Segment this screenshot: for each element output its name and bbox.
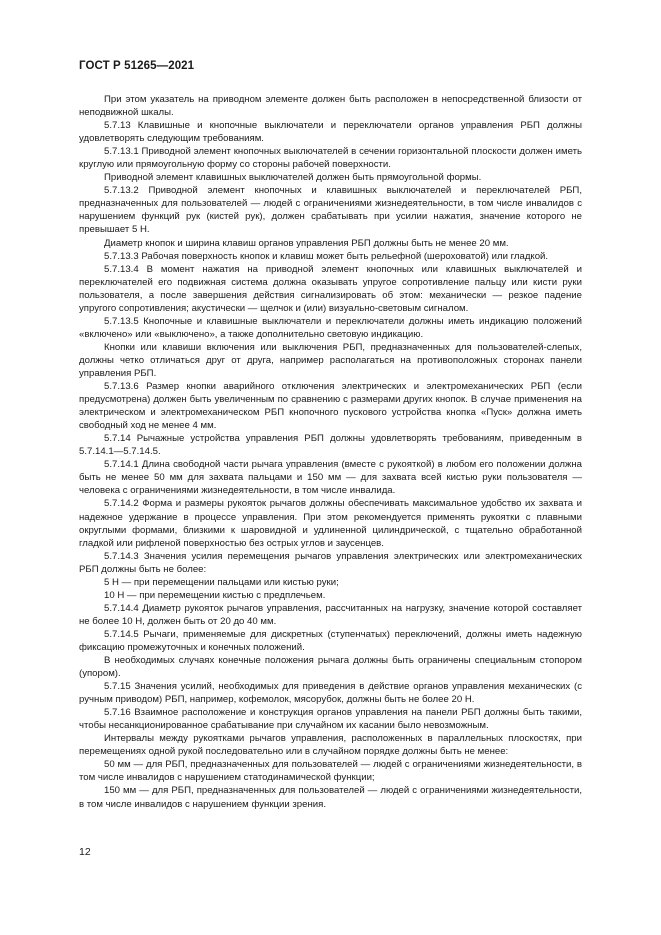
paragraph: 5.7.13.5 Кнопочные и клавишные выключатели и переключатели должны иметь индикацию положений «включено» или «выключено», а также дополнительно световую индикацию. [79, 315, 582, 340]
paragraph: Кнопки или клавиши включения или выключения РБП, предназначенных для пользователей-слепых, должны четко отличаться друг от друга, например располагаться на противоположных сторонах панели управления РБП. [79, 341, 582, 379]
paragraph: 5.7.16 Взаимное расположение и конструкция органов управления на панели РБП должны быть такими, чтобы несанкционированное срабатывание при случайном их касании было невозможным. [79, 707, 582, 732]
paragraph: 5.7.13.2 Приводной элемент кнопочных и клавишных выключателей и переключателей РБП, предназначенных для пользователей — людей с ограничениями жизнедеятельности, в том числе инвалидов с нарушением функций рук (кистей рук), должен срабатывать при усилии нажатия, значение которого не превышает 5 Н. [79, 185, 582, 236]
paragraph: 5.7.13 Клавишные и кнопочные выключатели и переключатели органов управления РБП должны удовлетворять следующим требованиям. [79, 120, 582, 145]
paragraph: 5.7.13.3 Рабочая поверхность кнопок и клавиш может быть рельефной (шероховатой) или гладкой. [104, 250, 549, 262]
paragraph: 5.7.14.2 Форма и размеры рукояток рычагов должны обеспечивать максимальное удобство их захвата и надежное удержание в процессе управления. При этом рекомендуется применять рукоятки с плавными округлыми формами, близкими к шаровидной и удлиненной цилиндрической, с тщательно обработанной гладкой или рифленой поверхностью без острых углов и заусенцев. [79, 498, 582, 549]
paragraph: 5.7.14.1 Длина свободной части рычага управления (вместе с рукояткой) в любом его положении должна быть не менее 50 мм для захвата пальцами и 150 мм — для захвата всей кистью руки пользователя — человека с ограничениями жизнедеятельности, в том числе инвалида. [79, 459, 582, 497]
paragraph: 5.7.15 Значения усилий, необходимых для приведения в действие органов управления механических (с ручным приводом) РБП, например, кофемолок, мясорубок, должны быть не более 20 Н. [79, 681, 582, 706]
paragraph: 5.7.14 Рычажные устройства управления РБП должны удовлетворять требованиям, приведенным в 5.7.14.1—5.7.14.5. [79, 433, 582, 458]
paragraph: 5.7.13.1 Приводной элемент кнопочных выключателей в сечении горизонтальной плоскости должен иметь круглую или прямоугольную форму со стороны рабочей поверхности. [79, 146, 582, 171]
paragraph: 10 Н — при перемещении кистью с предплечьем. [104, 589, 326, 601]
paragraph: 5.7.14.3 Значения усилия перемещения рычагов управления электрических или электромеханических РБП должны быть не более: [79, 550, 582, 575]
paragraph: 5.7.13.6 Размер кнопки аварийного отключения электрических и электромеханических РБП (если предусмотрена) должен быть увеличенным по сравнению с размерами других кнопок. В случае применения на электрическом и электромеханическом РБП кнопочного пускового устройства кнопка «Пуск» должна иметь свободный ход не менее 4 мм. [79, 381, 582, 432]
paragraph: 50 мм — для РБП, предназначенных для пользователей — людей с ограничениями жизнедеятельности, в том числе инвалидов с нарушением статодинамической функции; [79, 759, 582, 784]
paragraph: 5 Н — при перемещении пальцами или кистью руки; [104, 576, 339, 588]
paragraph: Диаметр кнопок и ширина клавиш органов управления РБП должны быть не менее 20 мм. [104, 237, 509, 249]
paragraph: 5.7.14.4 Диаметр рукояток рычагов управления, рассчитанных на нагрузку, значение которой составляет не более 10 Н, должен быть от 20 до 40 мм. [79, 602, 582, 627]
paragraph: Приводной элемент клавишных выключателей должен быть прямоугольной формы. [104, 172, 482, 184]
paragraph: 5.7.14.5 Рычаги, применяемые для дискретных (ступенчатых) переключений, должны иметь надежную фиксацию промежуточных и конечных положений. [79, 628, 582, 653]
paragraph: Интервалы между рукоятками рычагов управления, расположенных в параллельных плоскостях, при перемещениях одной рукой последовательно или в случайном порядке должны быть не менее: [79, 733, 582, 758]
document-body [79, 93, 582, 811]
paragraph: В необходимых случаях конечные положения рычага должны быть ограничены специальным стопором (упором). [79, 655, 582, 680]
paragraph: 5.7.13.4 В момент нажатия на приводной элемент кнопочных или клавишных выключателей и переключателей его подвижная система должна оказывать упругое сопротивление пальцу или кисти руки пользователя, а после завершения действия сигнализировать об этом: механически — резкое падение упругого сопротивления; акустически — щелчок и (или) визуально-световым сигналом. [79, 263, 582, 314]
paragraph: При этом указатель на приводном элементе должен быть расположен в непосредственной близости от неподвижной шкалы. [79, 94, 582, 119]
document-code-header: ГОСТ Р 51265—2021 [79, 60, 195, 72]
page-number: 12 [79, 846, 91, 858]
paragraph: 150 мм — для РБП, предназначенных для пользователей — людей с ограничениями жизнедеятельности, в том числе инвалидов с нарушением функции зрения. [79, 785, 582, 810]
